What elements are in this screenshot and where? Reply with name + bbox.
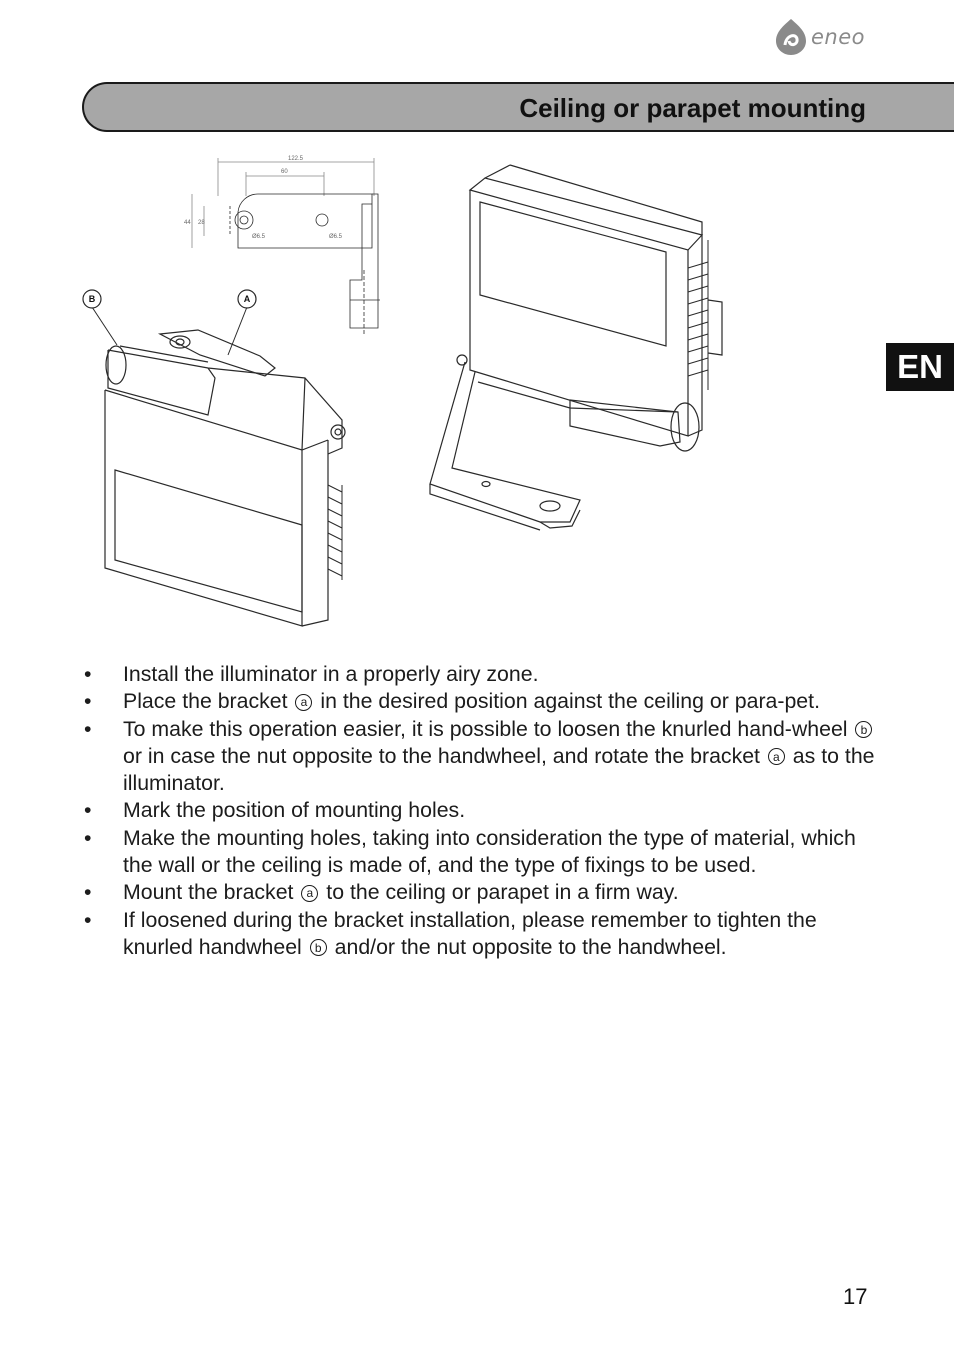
- instruction-item: • Install the illuminator in a properly airy zone.: [84, 661, 884, 688]
- dimension-hole-right: Ø6.5: [329, 234, 343, 240]
- ref-marker-b: b: [855, 721, 872, 738]
- illuminator-rotated-view: [430, 165, 722, 530]
- page-number: 17: [843, 1284, 868, 1309]
- dimension-height-inner: 28: [198, 220, 205, 226]
- section-header: [82, 82, 954, 132]
- instruction-item: • To make this operation easier, it is possible to loosen the knurled hand-wheel b or in case the nut opposite to the handwheel, and rotate the bracket a as to the illuminator.: [84, 716, 884, 798]
- callout-a-label: A: [243, 294, 251, 304]
- dimension-width-total: 122.5: [288, 156, 304, 162]
- instruction-item: • If loosened during the bracket installation, please remember to tighten the knurled handwheel b and/or the nut opposite to the handwheel.: [84, 907, 884, 962]
- callout-b-label: B: [88, 294, 96, 304]
- instruction-item: • Mark the position of mounting holes.: [84, 797, 884, 824]
- page-title: Ceiling or parapet mounting: [519, 93, 866, 123]
- brand-name: eneo: [811, 25, 865, 49]
- instruction-item: • Make the mounting holes, taking into consideration the type of material, which the wall or the ceiling is made of, and the type of fixings to be used.: [84, 825, 884, 880]
- instruction-list: [84, 661, 884, 961]
- ref-marker-a: a: [301, 885, 318, 902]
- mounting-diagram: [80, 150, 730, 640]
- language-tab: [886, 343, 954, 391]
- eneo-drop-logo-icon: [774, 17, 808, 57]
- dimension-width-inner: 60: [281, 169, 288, 175]
- dimension-height-outer: 44: [184, 220, 191, 226]
- ref-marker-b: b: [310, 939, 327, 956]
- brand-logo: [774, 16, 865, 58]
- ref-marker-a: a: [295, 694, 312, 711]
- language-tab-label: EN: [897, 348, 943, 385]
- illuminator-front-view: [105, 330, 345, 626]
- dimension-hole-left: Ø6.5: [252, 234, 266, 240]
- bracket-dimension-drawing: [192, 158, 380, 335]
- instruction-item: • Mount the bracket a to the ceiling or parapet in a firm way.: [84, 879, 884, 906]
- ref-marker-a: a: [768, 748, 785, 765]
- instruction-item: • Place the bracket a in the desired position against the ceiling or para-pet.: [84, 688, 884, 715]
